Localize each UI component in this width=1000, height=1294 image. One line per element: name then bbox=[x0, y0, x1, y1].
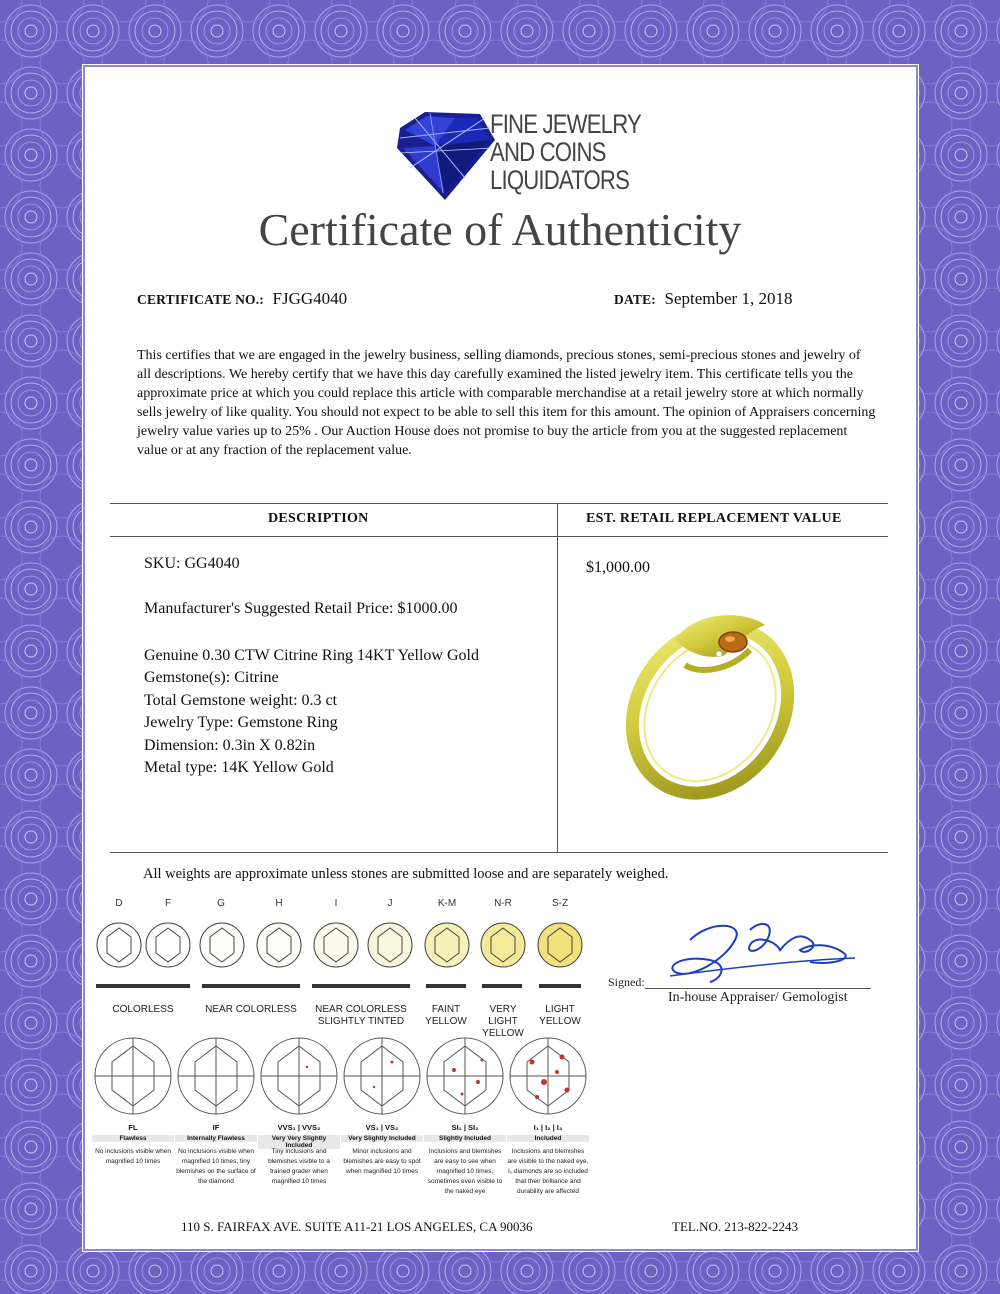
handwritten-signature-icon bbox=[650, 910, 865, 990]
footer-address: 110 S. FAIRFAX AVE. SUITE A11-21 LOS ANGELES, CA 90036 bbox=[181, 1219, 533, 1234]
clarity-description: Tiny inclusions and blemishes visible to a trained grader when magnified 10 times bbox=[268, 1148, 330, 1185]
color-grade-letter: D bbox=[115, 898, 123, 909]
detail-line: Total Gemstone weight: 0.3 ct bbox=[144, 691, 338, 709]
page-title: Certificate of Authenticity bbox=[258, 204, 742, 255]
clarity-code: VS₁ | VS₂ bbox=[365, 1123, 399, 1132]
clarity-code: I₁ | I₂ | I₃ bbox=[533, 1123, 563, 1132]
logo-line-3: LIQUIDATORS bbox=[490, 165, 630, 195]
item-details bbox=[144, 645, 479, 779]
color-grade-letter: G bbox=[217, 898, 225, 909]
date-row bbox=[614, 289, 792, 309]
detail-line: Genuine 0.30 CTW Citrine Ring 14KT Yellow Gold bbox=[144, 647, 479, 664]
color-grade-letter: S-Z bbox=[551, 898, 569, 909]
logo-line-2: AND COINS bbox=[490, 137, 606, 167]
clarity-description: Inclusions and blemishes are easy to see when magnified 10 times, sometimes even visible to the naked eye bbox=[427, 1148, 503, 1195]
clarity-code: FL bbox=[128, 1123, 138, 1132]
table-column-divider bbox=[557, 503, 558, 852]
table-header-rule bbox=[110, 536, 888, 537]
description-header: DESCRIPTION bbox=[268, 511, 369, 526]
certificate-number-label: CERTIFICATE NO.: bbox=[137, 292, 264, 307]
clarity-name: Flawless bbox=[92, 1135, 174, 1142]
certificate-number: FJGG4040 bbox=[272, 289, 348, 308]
clarity-code: IF bbox=[212, 1123, 220, 1132]
color-group-label: NEAR COLORLESS SLIGHTLY TINTED bbox=[315, 1004, 407, 1027]
sku-line: SKU: GG4040 bbox=[144, 555, 240, 572]
detail-line: Gemstone(s): Citrine bbox=[144, 669, 279, 687]
date-value: September 1, 2018 bbox=[664, 289, 793, 308]
clarity-name: Very Very Slightly Included bbox=[258, 1135, 340, 1149]
color-group-label: COLORLESS bbox=[112, 1004, 174, 1015]
date-label: DATE: bbox=[614, 292, 657, 307]
logo-line-1: FINE JEWELRY bbox=[490, 109, 641, 139]
clarity-diamonds-icon bbox=[92, 1032, 592, 1124]
color-grade-letter: I bbox=[334, 898, 338, 909]
clarity-description: No inclusions visible when magnified 10 times bbox=[95, 1148, 171, 1165]
table-top-rule bbox=[110, 503, 888, 504]
weights-note: All weights are approximate unless stones are submitted loose and are separately weighed. bbox=[143, 866, 669, 882]
color-grade-letter: J bbox=[387, 898, 393, 909]
color-group-label: FAINT YELLOW bbox=[425, 1004, 467, 1027]
clarity-name: Very Slightly Included bbox=[341, 1135, 423, 1142]
clarity-code: SI₁ | SI₂ bbox=[451, 1123, 479, 1132]
clarity-grade-scale bbox=[92, 1032, 592, 1222]
color-grade-letter: F bbox=[164, 898, 172, 909]
certificate-number-row bbox=[137, 289, 347, 309]
clarity-code: VVS₁ | VVS₂ bbox=[277, 1123, 321, 1132]
signature-line bbox=[645, 988, 871, 989]
clarity-description: Minor inclusions and blemishes are easy to spot when magnified 10 times bbox=[343, 1148, 421, 1175]
clarity-name: Included bbox=[507, 1135, 589, 1142]
color-group-label: VERY LIGHT YELLOW bbox=[482, 1004, 524, 1039]
color-grade-letter: K-M bbox=[437, 898, 457, 909]
value-header: EST. RETAIL REPLACEMENT VALUE bbox=[586, 511, 842, 526]
color-grade-letter: H bbox=[275, 898, 283, 909]
color-group-label: LIGHT YELLOW bbox=[539, 1004, 581, 1027]
signed-label: Signed: bbox=[608, 975, 645, 989]
clarity-description: No inclusions visible when magnified 10 times, tiny blemishes on the surface of the diamond bbox=[176, 1148, 256, 1185]
table-bottom-rule bbox=[110, 852, 888, 853]
appraiser-title: In-house Appraiser/ Gemologist bbox=[668, 990, 848, 1005]
color-grade-letter: N-R bbox=[494, 898, 512, 909]
clarity-name: Internally Flawless bbox=[175, 1135, 257, 1142]
certification-paragraph: This certifies that we are engaged in the jewelry business, selling diamonds, precious stones, semi-precious stones and jewelry of all descriptions. We hereby certify that we have this day carefully examined the listed jewelry item. This certificate tells you the approximate price at which you could replace this article with comparable merchandise at a retail jewelry store at which normally sells jewelry of like quality. You should not expect to be able to sell this item for this amount. The opinion of Appraisers concerning jewelry value varies up to 25% . Our Auction House does not promise to buy the article from you at the suggested replacement value or at any fraction of the replacement value. bbox=[137, 348, 876, 458]
color-diamonds-icon bbox=[92, 912, 592, 1002]
detail-line: Metal type: 14K Yellow Gold bbox=[144, 759, 334, 777]
replacement-value: $1,000.00 bbox=[586, 559, 650, 576]
citrine-ring-image bbox=[615, 590, 795, 800]
color-grade-scale bbox=[92, 898, 592, 1038]
clarity-name: Slightly Included bbox=[424, 1135, 506, 1142]
clarity-description: Inclusions and blemishes are visible to the naked eye. I₁ diamonds are so included that their brilliance and durability are affected bbox=[507, 1148, 589, 1195]
color-group-label: NEAR COLORLESS bbox=[205, 1004, 297, 1015]
footer-phone: TEL.NO. 213-822-2243 bbox=[672, 1219, 799, 1234]
msrp-line: Manufacturer's Suggested Retail Price: $1000.00 bbox=[144, 600, 458, 617]
detail-line: Dimension: 0.3in X 0.82in bbox=[144, 736, 316, 754]
detail-line: Jewelry Type: Gemstone Ring bbox=[144, 714, 338, 732]
logo-wordmark bbox=[490, 110, 641, 194]
